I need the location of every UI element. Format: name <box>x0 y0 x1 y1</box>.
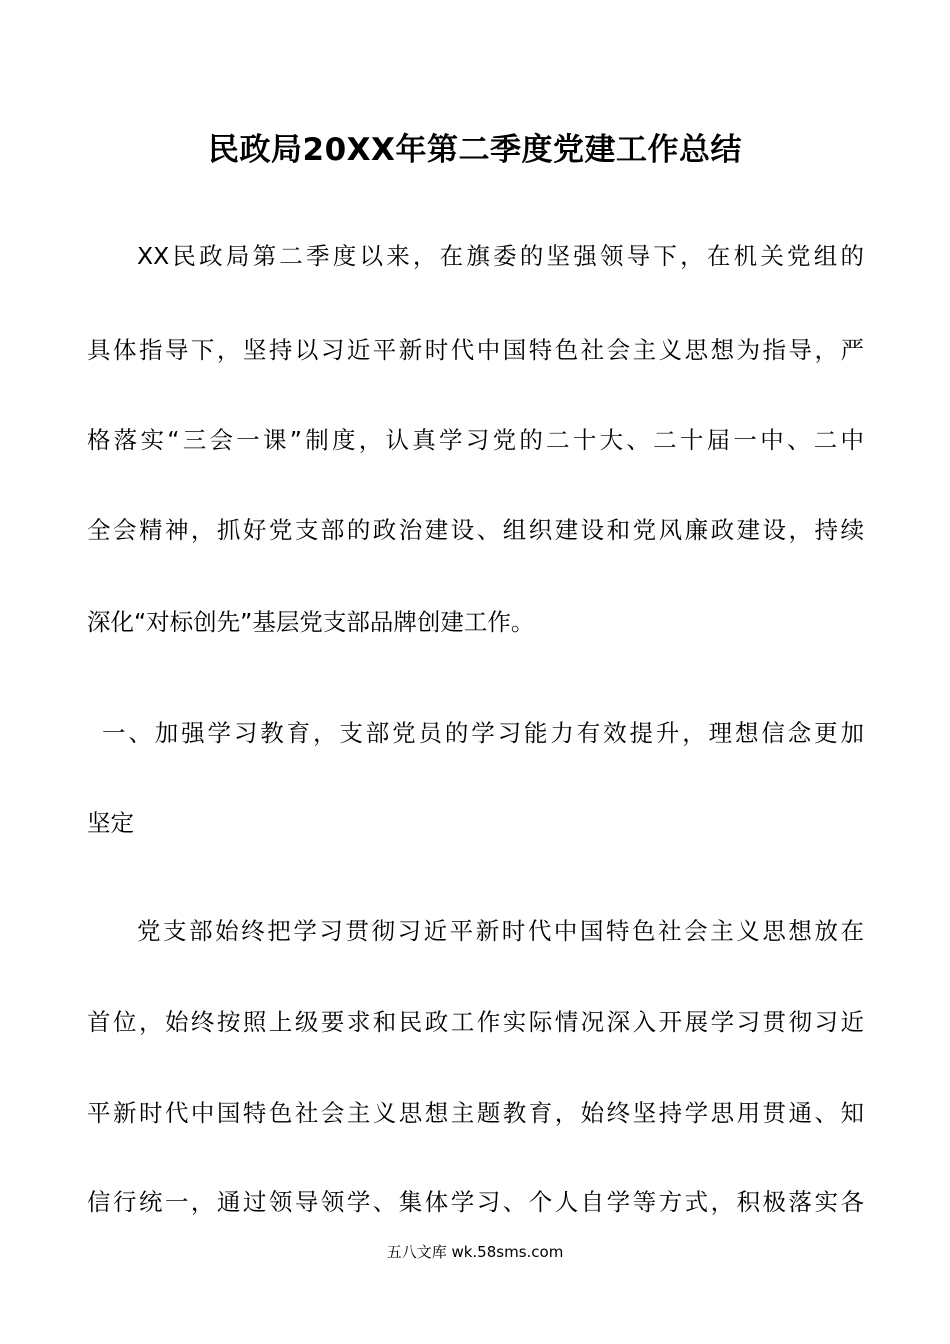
section-heading-line: 一、加强学习教育，支部党员的学习能力有效提升，理想信念更加 <box>102 719 864 747</box>
paragraph-line: 平新时代中国特色社会主义思想主题教育，始终坚持学思用贯通、知 <box>87 1099 864 1127</box>
paragraph-line: 格落实“三会一课”制度，认真学习党的二十大、二十届一中、二中 <box>87 426 864 454</box>
document-title: 民政局20XX年第二季度党建工作总结 <box>208 132 742 168</box>
paragraph-line: 信行统一，通过领导领学、集体学习、个人自学等方式，积极落实各 <box>87 1188 864 1216</box>
paragraph-line: 党支部始终把学习贯彻习近平新时代中国特色社会主义思想放在 <box>137 917 864 945</box>
paragraph-line: 具体指导下，坚持以习近平新时代中国特色社会主义思想为指导，严 <box>87 336 864 364</box>
paragraph-line: 全会精神，抓好党支部的政治建设、组织建设和党风廉政建设，持续 <box>87 516 864 544</box>
section-heading-line: 坚定 <box>87 809 134 837</box>
paragraph-line: XX民政局第二季度以来，在旗委的坚强领导下，在机关党组的 <box>137 242 864 270</box>
paragraph-line: 深化“对标创先”基层党支部品牌创建工作。 <box>87 608 535 636</box>
footer-watermark: 五八文库 wk.58sms.com <box>386 1243 564 1261</box>
paragraph-line: 首位，始终按照上级要求和民政工作实际情况深入开展学习贯彻习近 <box>87 1008 864 1036</box>
